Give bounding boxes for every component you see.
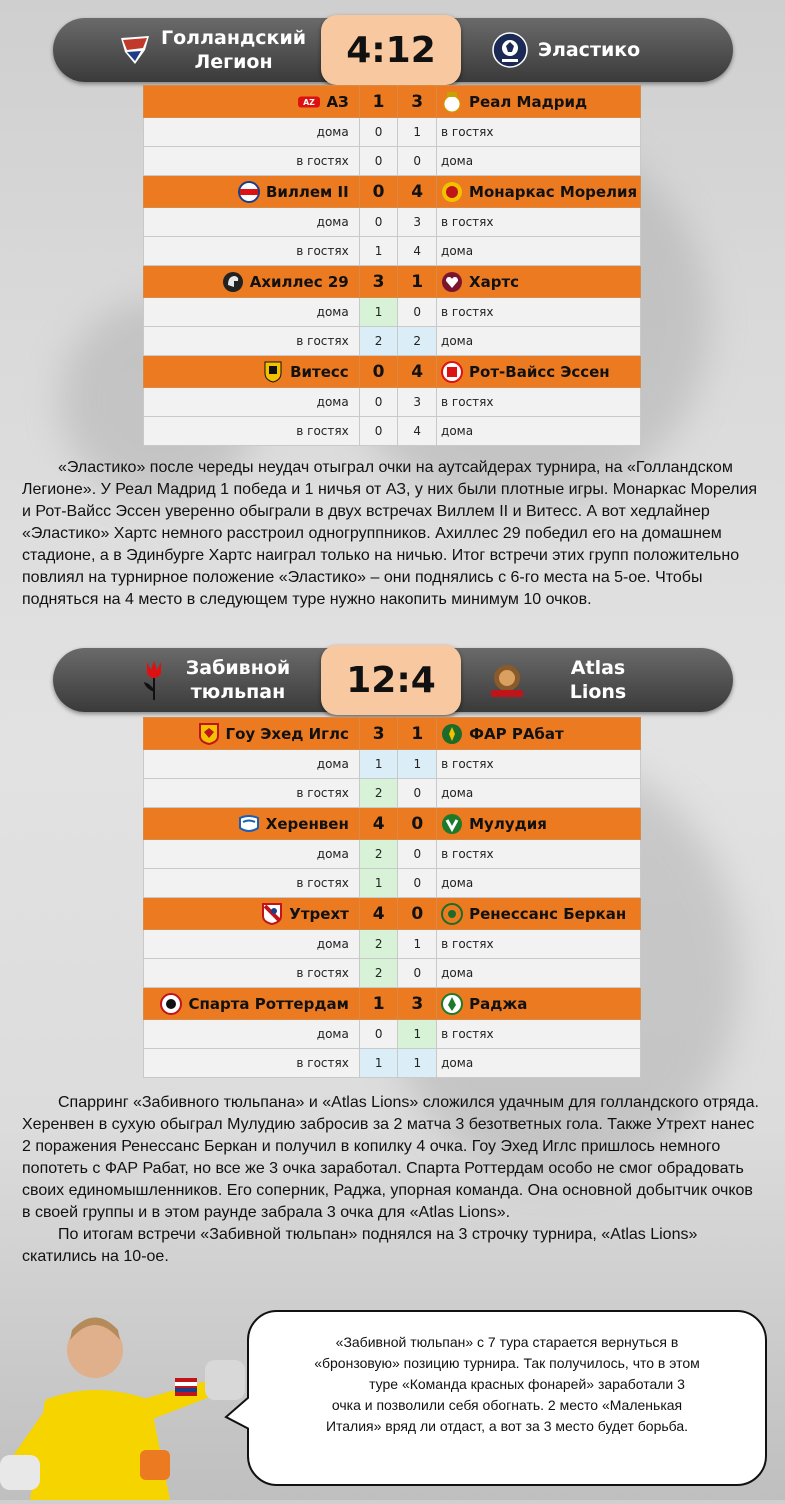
- game-row: Гоу Эхед Иглс 3 1 ФАР РАбат: [144, 718, 641, 750]
- rot-weiss-crest-icon: [441, 361, 463, 383]
- willem-ii-crest-icon: [238, 181, 260, 203]
- leg-row: в гостях 0 0 дома: [144, 147, 641, 176]
- home-goals: 1: [359, 86, 398, 118]
- az-logo-icon: [298, 91, 320, 113]
- away-goals: 3: [398, 86, 437, 118]
- away-team-name: Эластико: [538, 39, 641, 61]
- game-row: Херенвен 4 0 Мулудия: [144, 808, 641, 840]
- champions-ball-icon: [491, 31, 529, 69]
- home-team-name: Голландский Легион: [161, 27, 307, 73]
- game-row: Ахиллес 29 3 1 Хартс: [144, 266, 641, 298]
- away-team: Реал Мадрид: [469, 92, 588, 111]
- far-rabat-crest-icon: [441, 723, 463, 745]
- svg-text:AZ: AZ: [303, 97, 316, 107]
- real-madrid-crest-icon: [441, 91, 463, 113]
- match-header: [53, 18, 733, 82]
- match-summary: «Эластико» после череды неудач отыграл очки на аутсайдерах турнира, на «Голландском Легионе». У Реал Мадрид 1 победа и 1 ничья от АЗ, у них были плотные игры. Монаркас Морелия и Рот-Вайсс Эссен уверенно обыграли в двух встречах Виллем II и Витесс. А вот хедлайнер «Эластико» Хартс немного расстроил одногруппников. Ахиллес 29 победил его на домашнем стадионе, а в Эдинбурге Хартс наиграл только на ничью. Итог встречи этих групп положительно повлиял на турнирное положение «Эластико» – они поднялись с 6-го места на 5-ое. Чтобы подняться на 4 место в следующем туре нужно накопить минимум 10 очков.: [22, 459, 758, 608]
- raja-crest-icon: [441, 993, 463, 1015]
- speech-bubble: «Забивной тюльпан» с 7 тура старается вернуться в «бронзовую» позицию турнира. Так получилось, что в этом туре «Команда красных фонарей» заработали 3 очка и позволили себя обогнать. 2 место «Маленькая Италия» вряд ли отдаст, а вот за 3 место будет борьба.: [247, 1310, 767, 1486]
- game-row: Спарта Роттердам 1 3 Раджа: [144, 988, 641, 1020]
- match-score: 12:4: [321, 645, 461, 715]
- home-team: АЗ: [326, 92, 349, 111]
- match-score: 4:12: [321, 15, 461, 85]
- berkane-crest-icon: [441, 903, 463, 925]
- mouloudia-crest-icon: [441, 813, 463, 835]
- game-row: Утрехт 4 0 Ренессанс Беркан: [144, 898, 641, 930]
- lion-crest-icon: [485, 660, 529, 700]
- tulip-icon: [139, 658, 169, 702]
- utrecht-crest-icon: [261, 903, 283, 925]
- morelia-crest-icon: [441, 181, 463, 203]
- goalkeeper-figure: [0, 1300, 250, 1500]
- crest-icon: [115, 30, 155, 70]
- vitesse-shield-icon: [262, 361, 284, 383]
- home-team-name: Забивной тюльпан: [185, 657, 291, 703]
- sparta-crest-icon: [160, 993, 182, 1015]
- go-ahead-eagles-crest-icon: [198, 723, 220, 745]
- match-table: AZ АЗ 1 3 Реал Мадрид дома 0 1 в гостях в гостях 0 0 дома Виллем II 0 4 Монаркас Морелия дома 0 3 в гостях в гостях 1 4 дома Ахиллес 29 3 1 Хартс дома 1 0 в гостях в гостях 2 2 дома Витесс 0 4 Рот-Вайсс Эссен дома 0 3 в гостях в гостях 0 4 дома: [143, 85, 641, 446]
- bubble-tail: [224, 1395, 254, 1435]
- match-table: Гоу Эхед Иглс 3 1 ФАР РАбат дома 1 1 в гостях в гостях 2 0 дома Херенвен 4 0 Мулудия дома 2 0 в гостях в гостях 1 0 дома Утрехт 4 0 Ренессанс Беркан дома 2 1 в гостях в гостях 2 0 дома Спарта Роттердам 1 3 Раджа дома 0 1 в гостях в гостях 1 1 дома: [143, 717, 641, 1078]
- game-row: Виллем II 0 4 Монаркас Морелия: [144, 176, 641, 208]
- hearts-crest-icon: [441, 271, 463, 293]
- heerenveen-crest-icon: [238, 813, 260, 835]
- game-row: [144, 86, 641, 118]
- match-header: [53, 648, 733, 712]
- away-team-name: Atlas Lions: [569, 657, 627, 703]
- leg-row: дома 0 1 в гостях: [144, 118, 641, 147]
- game-row: Витесс 0 4 Рот-Вайсс Эссен: [144, 356, 641, 388]
- achilles-helmet-icon: [222, 271, 244, 293]
- match-summary: Спарринг «Забивного тюльпана» и «Atlas Lions» сложился удачным для голландского отряда. Херенвен в сухую обыграл Мулудию забросив за 2 матча 3 безответных гола. Также Утрехт нанес 2 поражения Ренессанс Беркан и получил в копилку 4 очка. Гоу Эхед Иглс пришлось немного попотеть с ФАР Рабат, но все же 3 очка заработал. Спарта Роттердам особо не смог обрадовать своих единомышленников. Его соперник, Раджа, упорная команда. Она основной добытчик очков в своей группы и в этом раунде забрала 3 очка для «Atlas Lions». По итогам встречи «Забивной тюльпан» поднялся на 3 строчку турнира, «Atlas Lions» скатились на 10-ое.: [22, 1094, 759, 1265]
